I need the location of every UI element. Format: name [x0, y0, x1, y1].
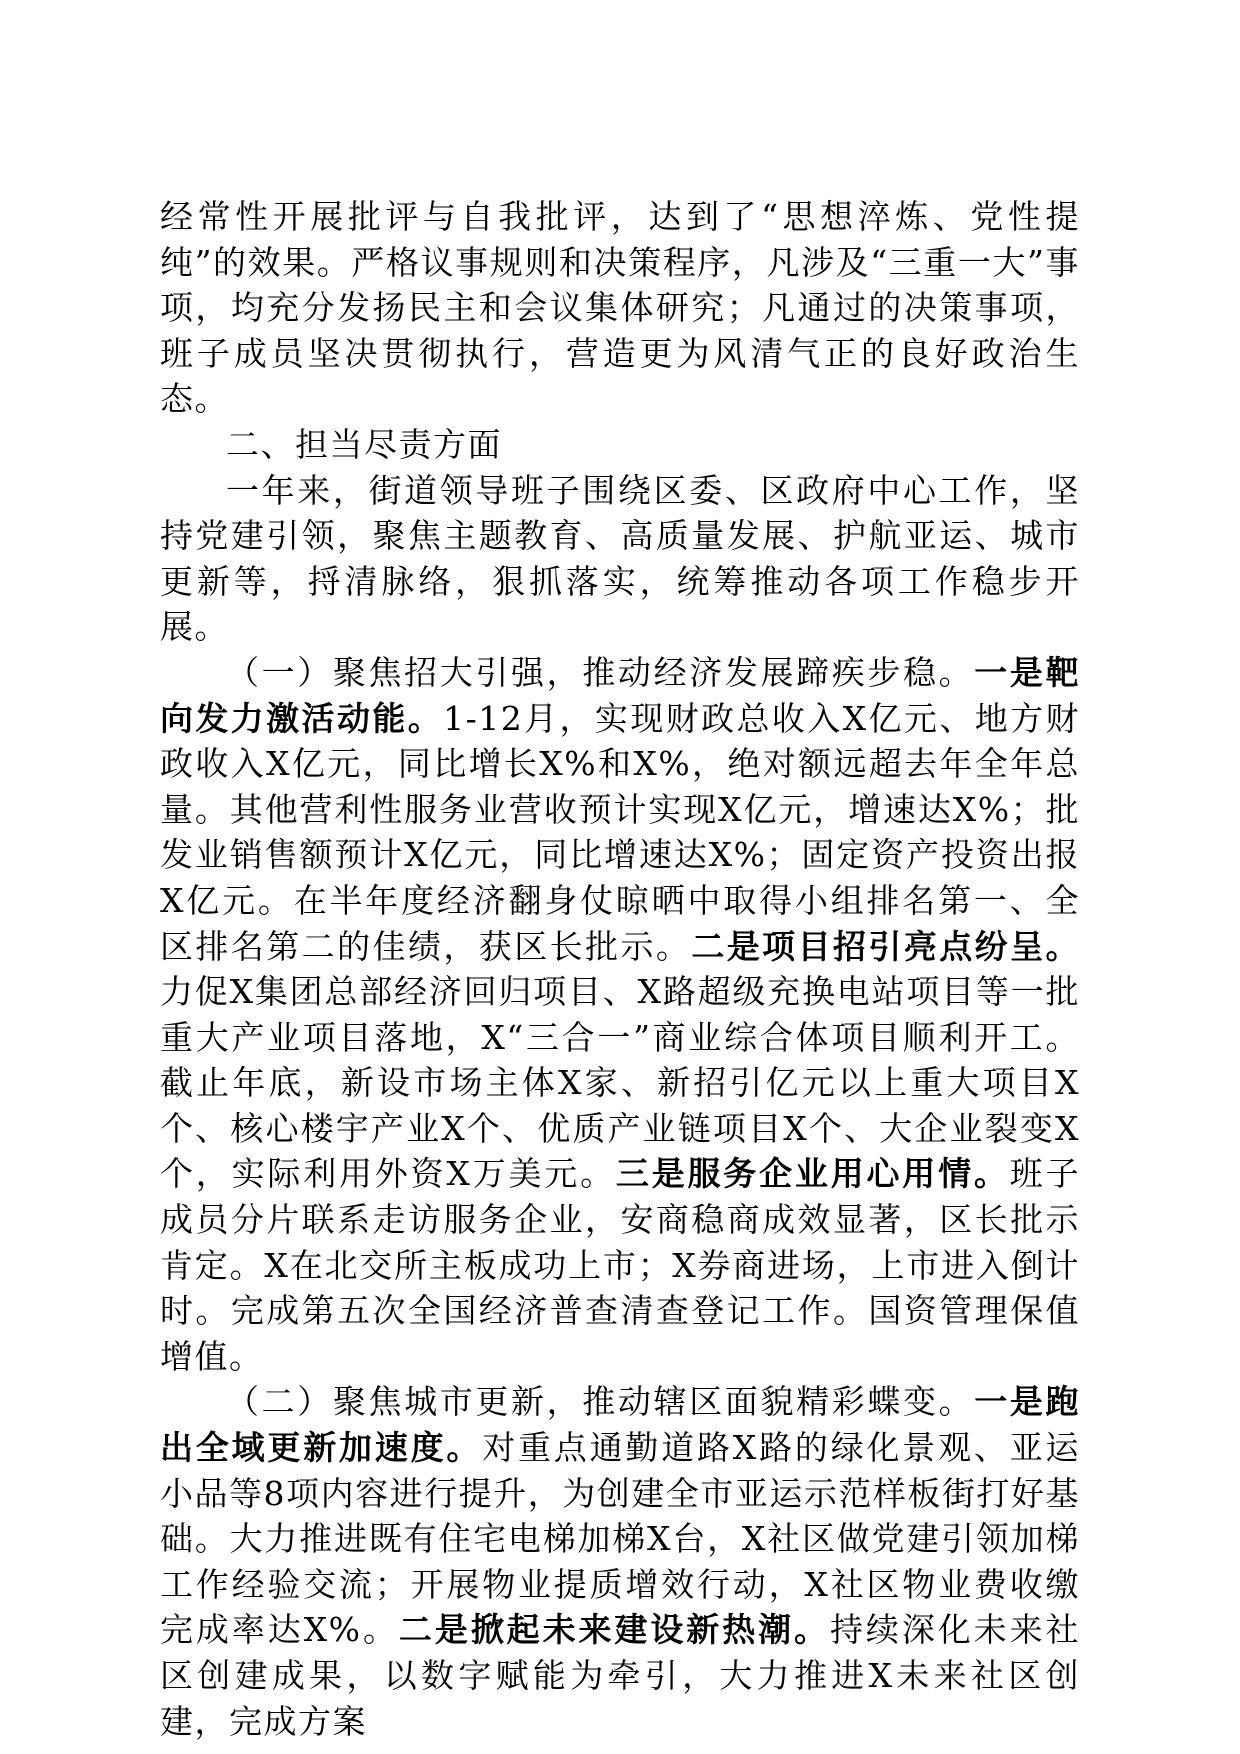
point-text-project-attraction: 力促X集团总部经济回归项目、X路超级充换电站项目等一批重大产业项目落地，X“三合一”商业综合体项目顺利开工。截止年底，新设市场主体X家、新招引亿元以上重大项目X个、核心楼宇产业X个、优质产业链项目X个、大企业裂变X个，实际利用外资X万美元。 — [160, 972, 1080, 1194]
point-title-project-attraction: 二是项目招引亮点纷呈。 — [691, 926, 1081, 966]
section-heading-responsibility: 二、担当尽责方面 — [226, 424, 502, 464]
paragraph-overview: 一年来，街道领导班子围绕区委、区政府中心工作，坚持党建引领，聚焦主题教育、高质量发展、护航亚运、城市更新等，捋清脉络，狠抓落实，统筹推动各项工作稳步开展。 — [160, 470, 1080, 647]
point-text-enterprise-service: 班子成员分片联系走访服务企业，安商稳商成效显著，区长批示肯定。X在北交所主板成功上市；X券商进场，上市进入倒计时。完成第五次全国经济普查清查登记工作。国资管理保值增值。 — [160, 1154, 1081, 1376]
paragraph-self-criticism: 经常性开展批评与自我批评，达到了“思想淬炼、党性提纯”的效果。严格议事规则和决策程序，凡涉及“三重一大”事项，均充分发扬民主和会议集体研究；凡通过的决策事项，班子成员坚决贯彻执行，营造更为风清气正的良好政治生态。 — [160, 197, 1080, 419]
point-title-renewal-speed: 一是跑出全域更新加速度。 — [160, 1382, 1081, 1468]
subsection-title-economy: （一）聚焦招大引强，推动经济发展蹄疾步稳。 — [226, 652, 975, 692]
paragraph-economy — [160, 650, 1080, 1380]
point-text-future-community: 持续深化未来社区创建成果，以数字赋能为牵引，大力推进X未来社区创建，完成方案 — [160, 1610, 1081, 1741]
paragraph-urban-renewal — [160, 1379, 1080, 1744]
subsection-title-urban-renewal: （二）聚焦城市更新，推动辖区面貌精彩蝶变。 — [226, 1382, 975, 1422]
document-page — [160, 194, 1080, 1744]
point-text-renewal-speed: 对重点通勤道路X路的绿化景观、亚运小品等8项内容进行提升，为创建全市亚运示范样板街打好基础。大力推进既有住宅电梯加梯X台，X社区做党建引领加梯工作经验交流；开展物业提质增效行动，X社区物业费收缴完成率达X%。 — [160, 1428, 1080, 1650]
point-text-activate-momentum: 1-12月，实现财政总收入X亿元、地方财政收入X亿元，同比增长X%和X%，绝对额远超去年全年总量。其他营利性服务业营收预计实现X亿元，增速达X%；批发业销售额预计X亿元，同比增速达X%；固定资产投资出报X亿元。在半年度经济翻身仗晾晒中取得小组排名第一、全区排名第二的佳绩，获区长批示。 — [160, 698, 1080, 966]
point-title-enterprise-service: 三是服务企业用心用情。 — [615, 1154, 1010, 1194]
point-title-future-community: 二是掀起未来建设新热潮。 — [398, 1610, 830, 1650]
point-title-activate-momentum: 一是靶向发力激活动能。 — [160, 652, 1081, 738]
